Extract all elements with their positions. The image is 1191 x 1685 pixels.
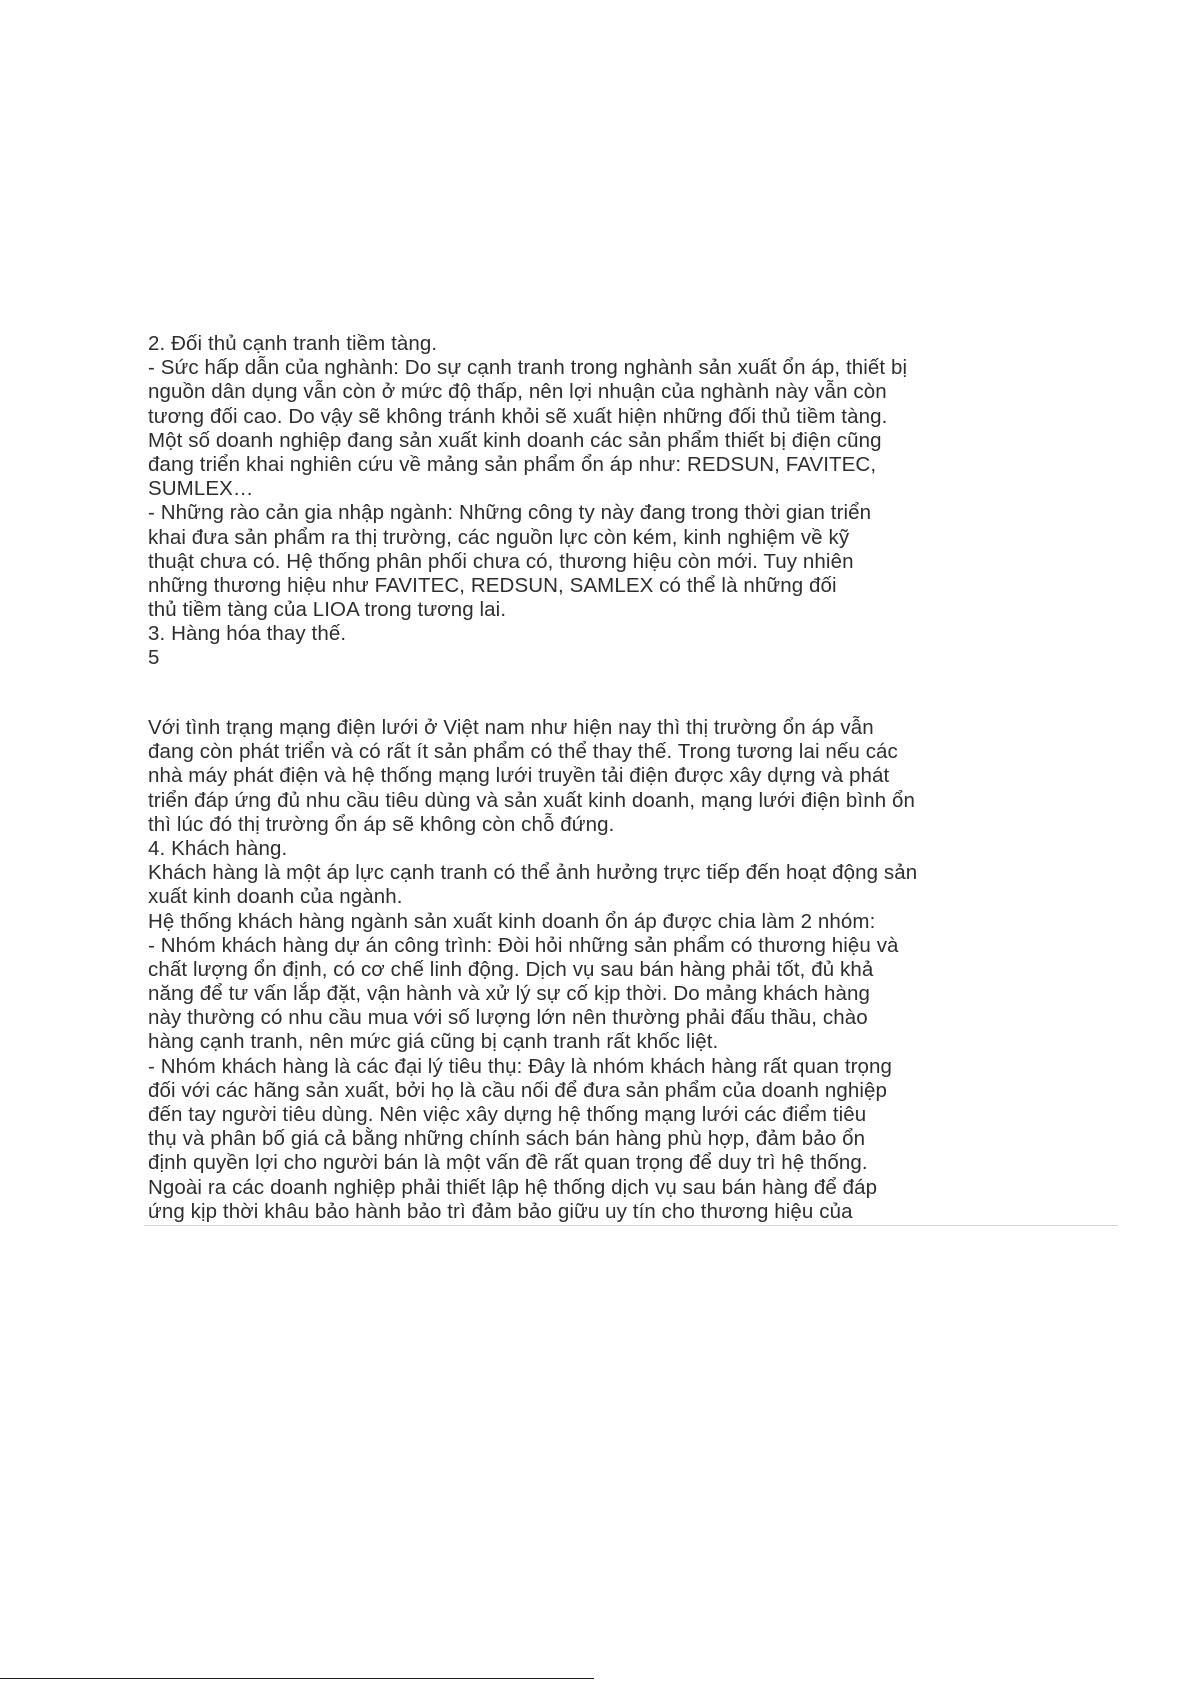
paragraph-line: đang còn phát triển và có rất ít sản phẩm có thể thay thế. Trong tương lai nếu các	[148, 740, 898, 764]
paragraph-line: - Nhóm khách hàng dự án công trình: Đòi hỏi những sản phẩm có thương hiệu và	[148, 933, 899, 957]
paragraph-line: SUMLEX…	[148, 477, 254, 501]
paragraph-line: Một số doanh nghiệp đang sản xuất kinh doanh các sản phẩm thiết bị điện cũng	[148, 428, 882, 452]
heading-customers: 4. Khách hàng.	[148, 836, 288, 860]
paragraph-line: thuật chưa có. Hệ thống phân phối chưa có, thương hiệu còn mới. Tuy nhiên	[148, 549, 854, 573]
paragraph-line: khai đưa sản phẩm ra thị trường, các nguồn lực còn kém, kinh nghiệm về kỹ	[148, 525, 850, 549]
paragraph-line: thụ và phân bố giá cả bằng những chính sách bán hàng phù hợp, đảm bảo ổn	[148, 1127, 866, 1151]
paragraph-line: ứng kịp thời khâu bảo hành bảo trì đảm bảo giữu uy tín cho thương hiệu của	[148, 1199, 853, 1223]
content-divider	[144, 1225, 1118, 1226]
paragraph-line: hàng cạnh tranh, nên mức giá cũng bị cạnh tranh rất khốc liệt.	[148, 1030, 719, 1054]
paragraph-line: Ngoài ra các doanh nghiệp phải thiết lập hệ thống dịch vụ sau bán hàng để đáp	[148, 1175, 878, 1199]
paragraph-line: đối với các hãng sản xuất, bởi họ là cầu nối để đưa sản phẩm của doanh nghiệp	[148, 1078, 887, 1102]
paragraph-line: - Nhóm khách hàng là các đại lý tiêu thụ: Đây là nhóm khách hàng rất quan trọng	[148, 1054, 893, 1078]
paragraph-line: Với tình trạng mạng điện lưới ở Việt nam như hiện nay thì thị trường ổn áp vẫn	[148, 716, 874, 739]
paragraph-line: nhà máy phát điện và hệ thống mạng lưới truyền tải điện được xây dựng và phát	[148, 764, 890, 788]
footnote-divider	[0, 1678, 594, 1679]
paragraph-line: triển đáp ứng đủ nhu cầu tiêu dùng và sản xuất kinh doanh, mạng lưới điện bình ổn	[148, 788, 916, 812]
paragraph-line: thủ tiềm tàng của LIOA trong tương lai.	[148, 598, 507, 622]
section-competitors-text	[148, 332, 1118, 671]
paragraph-line: này thường có nhu cầu mua với số lượng lớn nên thường phải đấu thầu, chào	[148, 1006, 868, 1030]
paragraph-line: chất lượng ổn định, có cơ chế linh động. Dịch vụ sau bán hàng phải tốt, đủ khả	[148, 957, 874, 981]
paragraph-line: đến tay người tiêu dùng. Nên việc xây dựng hệ thống mạng lưới các điểm tiêu	[148, 1103, 867, 1126]
paragraph-line: định quyền lợi cho người bán là một vấn đề rất quan trọng để duy trì hệ thống.	[148, 1151, 868, 1175]
paragraph-line: thì lúc đó thị trường ổn áp sẽ không còn chỗ đứng.	[148, 812, 615, 836]
paragraph-line: tương đối cao. Do vậy sẽ không tránh khỏi sẽ xuất hiện những đối thủ tiềm tàng.	[148, 404, 888, 428]
paragraph-line: Hệ thống khách hàng ngành sản xuất kinh doanh ổn áp được chia làm 2 nhóm:	[148, 909, 876, 933]
paragraph-line: - Sức hấp dẫn của nghành: Do sự cạnh tranh trong nghành sản xuất ổn áp, thiết bị	[148, 356, 908, 380]
heading-potential-competitors: 2. Đối thủ cạnh tranh tiềm tàng.	[148, 332, 438, 355]
heading-substitute-goods: 3. Hàng hóa thay thế.	[148, 622, 347, 646]
paragraph-line: xuất kinh doanh của ngành.	[148, 885, 403, 909]
paragraph-line: đang triển khai nghiên cứu về mảng sản phẩm ổn áp như: REDSUN, FAVITEC,	[148, 452, 877, 476]
paragraph-line: Khách hàng là một áp lực cạnh tranh có thể ảnh hưởng trực tiếp đến hoạt động sản	[148, 861, 918, 885]
paragraph-line: năng để tư vấn lắp đặt, vận hành và xử lý sự cố kịp thời. Do mảng khách hàng	[148, 982, 871, 1006]
paragraph-line: những thương hiệu như FAVITEC, REDSUN, SAMLEX có thể là những đối	[148, 573, 837, 597]
paragraph-line: - Những rào cản gia nhập ngành: Những công ty này đang trong thời gian triển	[148, 501, 872, 525]
page-number: 5	[148, 646, 160, 670]
section-substitutes-customers-text	[148, 716, 1118, 1224]
paragraph-line: nguồn dân dụng vẫn còn ở mức độ thấp, nên lợi nhuận của nghành này vẫn còn	[148, 380, 887, 404]
